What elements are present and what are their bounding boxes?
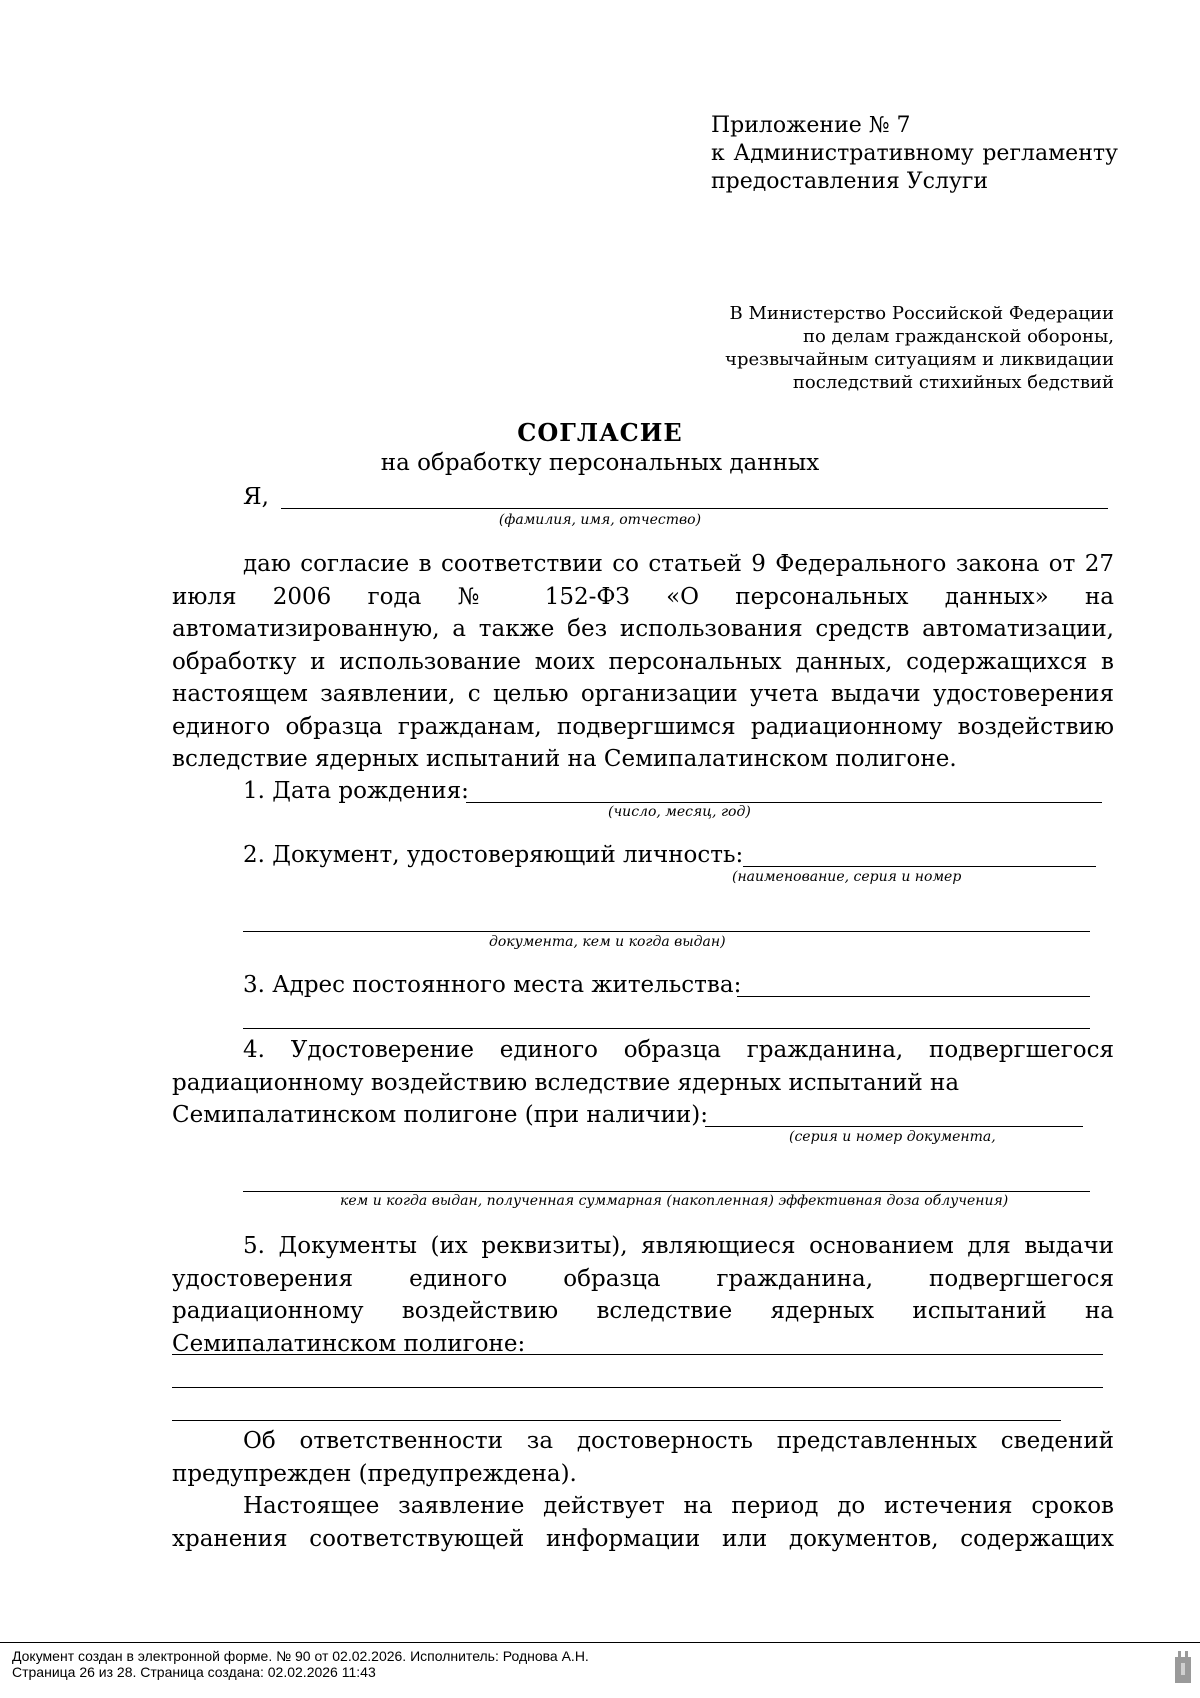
documents-field-3[interactable] — [172, 1420, 1061, 1421]
certificate-hint-2: кем и когда выдан, полученная суммарная (накопленная) эффективная доза облучения) — [340, 1193, 1009, 1209]
document-subtitle: на обработку персональных данных — [380, 450, 820, 476]
certificate-field-continued[interactable] — [243, 1191, 1090, 1192]
birth-date-hint: (число, месяц, год) — [608, 804, 751, 820]
identity-doc-hint-1: (наименование, серия и номер — [732, 869, 962, 885]
footer-line-2: Страница 26 из 28. Страница создана: 02.02.2026 11:43 — [12, 1664, 376, 1680]
certificate-paragraph: 4. Удостоверение единого образца гражданина, подвергшегося радиационному воздействию вследствие ядерных испытаний на — [172, 1037, 1114, 1096]
validity-paragraph: Настоящее заявление действует на период до истечения сроков хранения соответствующей информации или документов, содержащих — [172, 1493, 1114, 1552]
documents-field-2[interactable] — [172, 1387, 1103, 1388]
birth-date-label: 1. Дата рождения: — [243, 778, 469, 804]
address-field[interactable] — [737, 996, 1090, 997]
addressee-line: В Министерство Российской Федерации — [729, 303, 1114, 324]
document-title: СОГЛАСИЕ — [517, 418, 683, 447]
applicant-prefix: Я, — [243, 484, 269, 510]
responsibility-paragraph: Об ответственности за достоверность представленных сведений предупрежден (предупреждена). — [172, 1428, 1114, 1487]
certificate-label: Семипалатинском полигоне (при наличии): — [172, 1102, 708, 1128]
identity-doc-label: 2. Документ, удостоверяющий личность: — [243, 842, 744, 868]
documents-paragraph: 5. Документы (их реквизиты), являющиеся основанием для выдачи удостоверения единого образца гражданина, подвергшегося радиационному воздействию вследствие ядерных испытаний на Семипалатинском полигоне: — [172, 1233, 1114, 1357]
identity-doc-field-continued[interactable] — [243, 931, 1090, 932]
footer — [12, 1648, 589, 1680]
coat-of-arms-icon — [1173, 1649, 1193, 1685]
addressee-line: по делам гражданской обороны, — [802, 326, 1114, 347]
appendix-word: Административному — [733, 141, 974, 166]
applicant-name-field[interactable] — [281, 508, 1108, 509]
footer-divider — [0, 1642, 1200, 1643]
documents-field-1[interactable] — [172, 1354, 1103, 1355]
addressee-line: последствий стихийных бедствий — [792, 372, 1114, 393]
appendix-line-2 — [711, 140, 1118, 168]
identity-doc-hint-2: документа, кем и когда выдан) — [489, 934, 726, 950]
appendix-line-1: Приложение № 7 — [711, 113, 911, 138]
address-field-continued[interactable] — [243, 1028, 1090, 1029]
appendix-word: регламенту — [982, 141, 1118, 166]
certificate-hint-1: (серия и номер документа, — [789, 1129, 996, 1145]
addressee-block — [725, 302, 1114, 394]
appendix-header — [711, 112, 1118, 196]
consent-paragraph: даю согласие в соответствии со статьей 9 Федерального закона от 27 июля 2006 года № 152-ФЗ «О персональных данных» на автоматизированную, а также без использования средств автоматизации, обработку и использование моих персональных данных, содержащихся в настоящем заявлении, с целью организации учета выдачи удостоверения единого образца гражданам, подвергшимся радиационному воздействию вследствие ядерных испытаний на Семипалатинском полигоне. — [172, 551, 1114, 772]
address-label: 3. Адрес постоянного места жительства: — [243, 972, 742, 998]
applicant-name-hint: (фамилия, имя, отчество) — [498, 512, 702, 528]
appendix-word: к — [711, 141, 725, 166]
certificate-field[interactable] — [705, 1126, 1083, 1127]
addressee-line: чрезвычайным ситуациям и ликвидации — [725, 349, 1114, 370]
appendix-line-3: предоставления Услуги — [711, 169, 989, 194]
birth-date-field[interactable] — [466, 802, 1102, 803]
identity-doc-field[interactable] — [743, 866, 1096, 867]
footer-line-1: Документ создан в электронной форме. № 90 от 02.02.2026. Исполнитель: Роднова А.Н. — [12, 1648, 589, 1664]
